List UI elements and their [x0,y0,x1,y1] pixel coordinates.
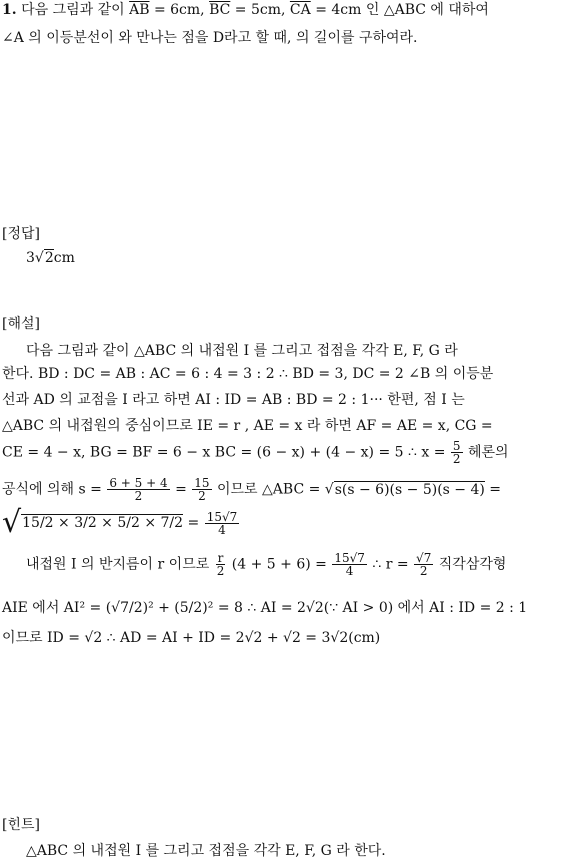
question-text: = 4cm 인 △ABC 에 대하여 [315,2,489,18]
hint-label: [힌트] [2,817,40,833]
fraction-numerator: √7 [416,551,432,565]
answer-value: 3√2cm [26,250,75,266]
segment-ab: $\overline{AB}$ [129,2,150,18]
fraction [414,552,433,577]
fraction-denominator: 2 [216,564,225,578]
explanation-line [2,505,240,540]
explanation-label: [해설] [2,316,40,332]
fraction-numerator: 5 [452,439,461,453]
fraction [192,477,211,502]
fraction-denominator: 2 [134,489,143,503]
explanation-text: 내접원 I 의 반지름이 r 이므로 [26,556,210,573]
explanation-text: ∴ r = [372,556,409,573]
fraction-denominator: 2 [452,452,461,466]
fraction [451,440,463,465]
equals-sign: = [489,481,502,498]
answer-radicand: 2 [44,250,54,266]
question-number: 1. [2,2,17,18]
question-text: 다음 그림과 같이 [21,2,125,18]
fraction-denominator: 2 [198,489,206,503]
answer-label: [정답] [2,226,40,242]
fraction [205,511,240,536]
explanation-line: 이므로 ID = √2 ∴ AD = AI + ID = 2√2 + √2 = 3√2(cm) [2,630,381,646]
fraction-numerator: 15√7 [206,509,238,524]
explanation-line [2,440,509,465]
question-line-1 [2,0,489,20]
fraction [332,552,367,577]
explanation-text: 직각삼각형 [438,556,507,573]
fraction [215,552,227,577]
fraction-numerator: 6 + 5 + 4 [109,476,168,490]
explanation-text: 공식에 의해 s = [2,481,102,498]
question-text: = 6cm, [153,2,205,18]
explanation-text: (4 + 5 + 6) = [231,556,327,573]
explanation-line [26,552,506,577]
answer-unit: cm [53,250,75,266]
explanation-line: AIE 에서 AI² = (√7/2)² + (5/2)² = 8 ∴ AI = 2√2(∵ AI > 0) 에서 AI : ID = 2 : 1 [2,600,528,616]
question-text: = 5cm, [234,2,286,18]
answer-coefficient: 3 [26,250,35,266]
fraction-denominator: 4 [218,522,226,537]
explanation-line: △ABC 의 내접원의 중심이므로 IE = r , AE = x 라 하면 AF = AE = x, CG = [2,418,493,434]
segment-bc: $\overline{BC}$ [209,2,231,18]
segment-ca: $\overline{CA}$ [289,2,311,18]
radicand: s(s − 6)(s − 5)(s − 4) [334,481,485,498]
fraction [107,477,169,502]
fraction-numerator: 15 [194,476,210,490]
explanation-text: 이므로 △ABC = [217,481,321,498]
explanation-text: CE = 4 − x, BG = BF = 6 − x BC = (6 − x) + (4 − x) = 5 ∴ x = [2,444,446,461]
question-line-2: ∠A 의 이등분선이 와 만나는 점을 D라고 할 때, 의 길이를 구하여라. [2,30,418,46]
radical-sign: √ [2,505,22,540]
fraction-denominator: 2 [419,564,428,578]
equals-sign: = [187,515,200,531]
fraction-numerator: r [217,551,224,565]
explanation-line: 선과 AD 의 교점을 I 라고 하면 AI : ID = AB : BD = 2 : 1··· 한편, 점 I 는 [2,392,465,408]
fraction-numerator: 15√7 [334,551,365,565]
hint-text: △ABC 의 내접원 I 를 그리고 접점을 각각 E, F, G 라 한다. [26,843,386,859]
radicand: 15/2 × 3/2 × 5/2 × 7/2 [22,515,184,531]
equals-sign: = [175,481,187,498]
fraction-denominator: 4 [345,564,354,578]
explanation-line: 한다. BD : DC = AB : AC = 6 : 4 = 3 : 2 ∴ BD = 3, DC = 2 ∠B 의 이등분 [2,366,494,382]
explanation-text: 헤론의 [467,444,509,461]
explanation-line: 다음 그림과 같이 △ABC 의 내접원 I 를 그리고 접점을 각각 E, F, G 라 [26,343,458,359]
explanation-line: 공식에 의해 s = $\frac{6 + 5 + 4}{2}$ = $\frac{15}{2}$ 이므로 △ABC = √s(s − 6)(s − 5)(s − 4) = [2,476,502,503]
